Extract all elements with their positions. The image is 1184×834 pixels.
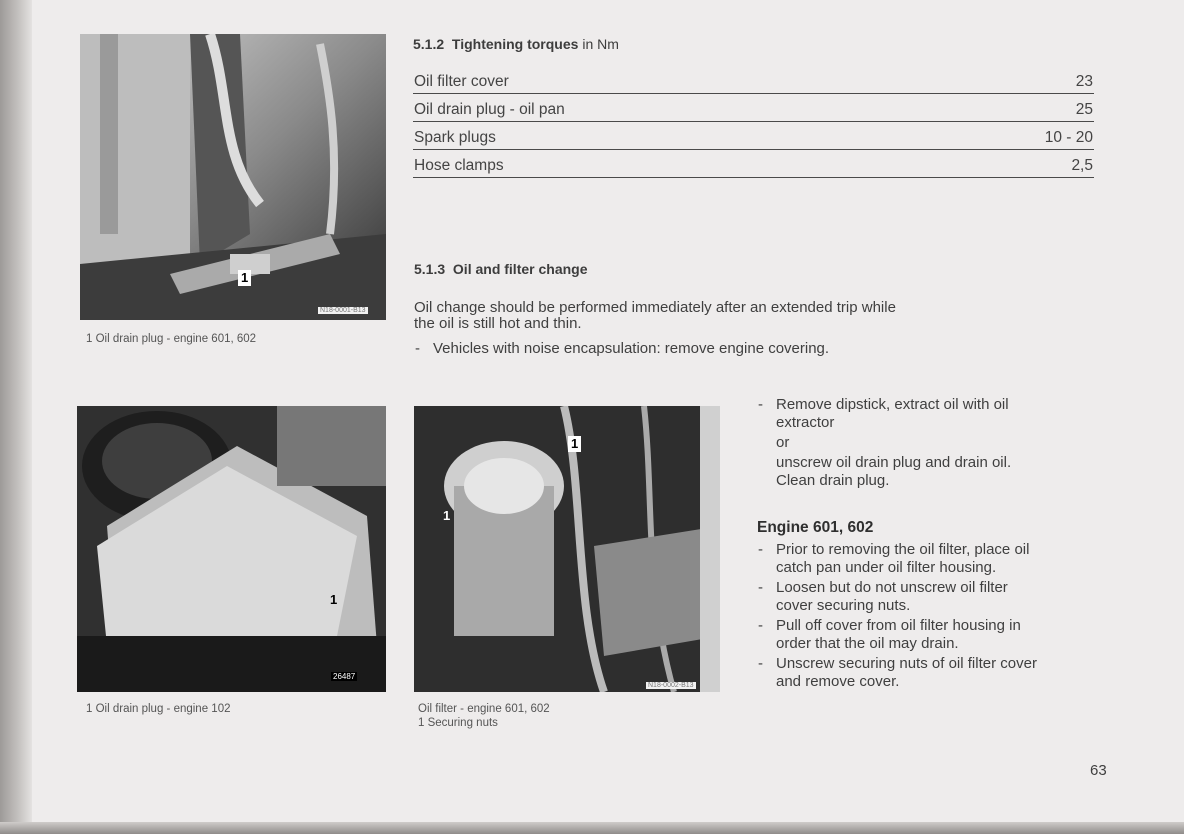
- torque-value: 23: [1075, 73, 1093, 90]
- engine-steps-list: [757, 541, 1117, 691]
- list-item-text: and remove cover.: [776, 673, 900, 690]
- figure-caption-line1: Oil filter - engine 601, 602: [418, 703, 550, 715]
- dash-marker: -: [758, 617, 763, 634]
- section-title: Tightening torques: [451, 36, 579, 52]
- list-item-text: unscrew oil drain plug and drain oil.: [776, 454, 1012, 471]
- list-item-text: Clean drain plug.: [776, 472, 890, 489]
- dash-marker: -: [758, 655, 763, 672]
- callout-1-badge: 1: [330, 592, 338, 607]
- table-row: [413, 94, 1094, 122]
- torque-label: Spark plugs: [414, 129, 496, 146]
- table-row: [413, 122, 1094, 150]
- figure-code: 26487: [333, 672, 356, 681]
- torque-value: 2,5: [1071, 157, 1093, 174]
- section-513-heading: [414, 261, 588, 277]
- photo-engine-601-602-drain-plug: [80, 34, 386, 320]
- torque-label: Oil drain plug - oil pan: [414, 101, 565, 118]
- intro-line: the oil is still hot and thin.: [414, 315, 582, 332]
- callout-1-badge: 1: [238, 270, 251, 286]
- section-512-heading: [413, 36, 619, 52]
- list-item: [757, 655, 1117, 691]
- torque-value: 10 - 20: [1044, 129, 1093, 146]
- list-item-text: Prior to removing the oil filter, place oil: [776, 541, 1030, 558]
- dash-marker: -: [758, 541, 763, 558]
- figure-caption: 1 Oil drain plug - engine 601, 602: [86, 333, 257, 345]
- figure-caption-line2: 1 Securing nuts: [418, 717, 498, 729]
- intro-line: Oil change should be performed immediately after an extended trip while: [414, 299, 896, 316]
- torque-value: 25: [1075, 101, 1093, 118]
- list-item: [757, 617, 1117, 653]
- dash-marker: -: [758, 579, 763, 596]
- list-item-text: order that the oil may drain.: [776, 635, 959, 652]
- intro-paragraph: [414, 300, 1054, 332]
- section-number: 5.1.3: [414, 261, 446, 277]
- photo-oil-filter-engine-601-602: [414, 406, 720, 692]
- table-row: [413, 150, 1094, 178]
- section-title: Oil and filter change: [452, 261, 588, 277]
- list-item-text: Remove dipstick, extract oil with oil: [776, 396, 1009, 413]
- torque-label: Oil filter cover: [414, 73, 509, 90]
- page-number: 63: [1090, 762, 1107, 779]
- intro-list: [414, 340, 1054, 358]
- list-item-text: catch pan under oil filter housing.: [776, 559, 997, 576]
- figure-code: N18-0001-B13: [320, 307, 366, 314]
- list-item-text: Loosen but do not unscrew oil filter: [776, 579, 1008, 596]
- page-gutter-shadow: [0, 0, 32, 834]
- list-item-text: Unscrew securing nuts of oil filter cover: [776, 655, 1037, 672]
- torque-label: Hose clamps: [414, 157, 504, 174]
- list-item-text: cover securing nuts.: [776, 597, 911, 614]
- callout-1-badge: 1: [443, 508, 451, 523]
- list-item: [757, 396, 1117, 490]
- photo-engine-102-oil-pan: [77, 406, 386, 692]
- list-item-text: or: [776, 434, 790, 451]
- dash-marker: -: [415, 340, 420, 357]
- table-row: [413, 66, 1094, 94]
- list-item: [414, 340, 1054, 358]
- dash-marker: -: [758, 396, 763, 413]
- steps-list: [757, 396, 1117, 490]
- list-item-text: Vehicles with noise encapsulation: remove engine covering.: [433, 340, 830, 357]
- list-item-text: extractor: [776, 414, 835, 431]
- callout-1-badge: 1: [568, 436, 581, 452]
- section-number: 5.1.2: [413, 36, 445, 52]
- list-item: [757, 579, 1117, 615]
- section-unit: in Nm: [582, 36, 619, 52]
- page-bottom-edge: [0, 822, 1184, 834]
- figure-caption: 1 Oil drain plug - engine 102: [86, 703, 231, 715]
- figure-code: N18-0002-B13: [648, 682, 694, 689]
- list-item-text: Pull off cover from oil filter housing in: [776, 617, 1021, 634]
- list-item: [757, 541, 1117, 577]
- engine-heading: Engine 601, 602: [757, 519, 874, 536]
- torque-table: [413, 66, 1094, 178]
